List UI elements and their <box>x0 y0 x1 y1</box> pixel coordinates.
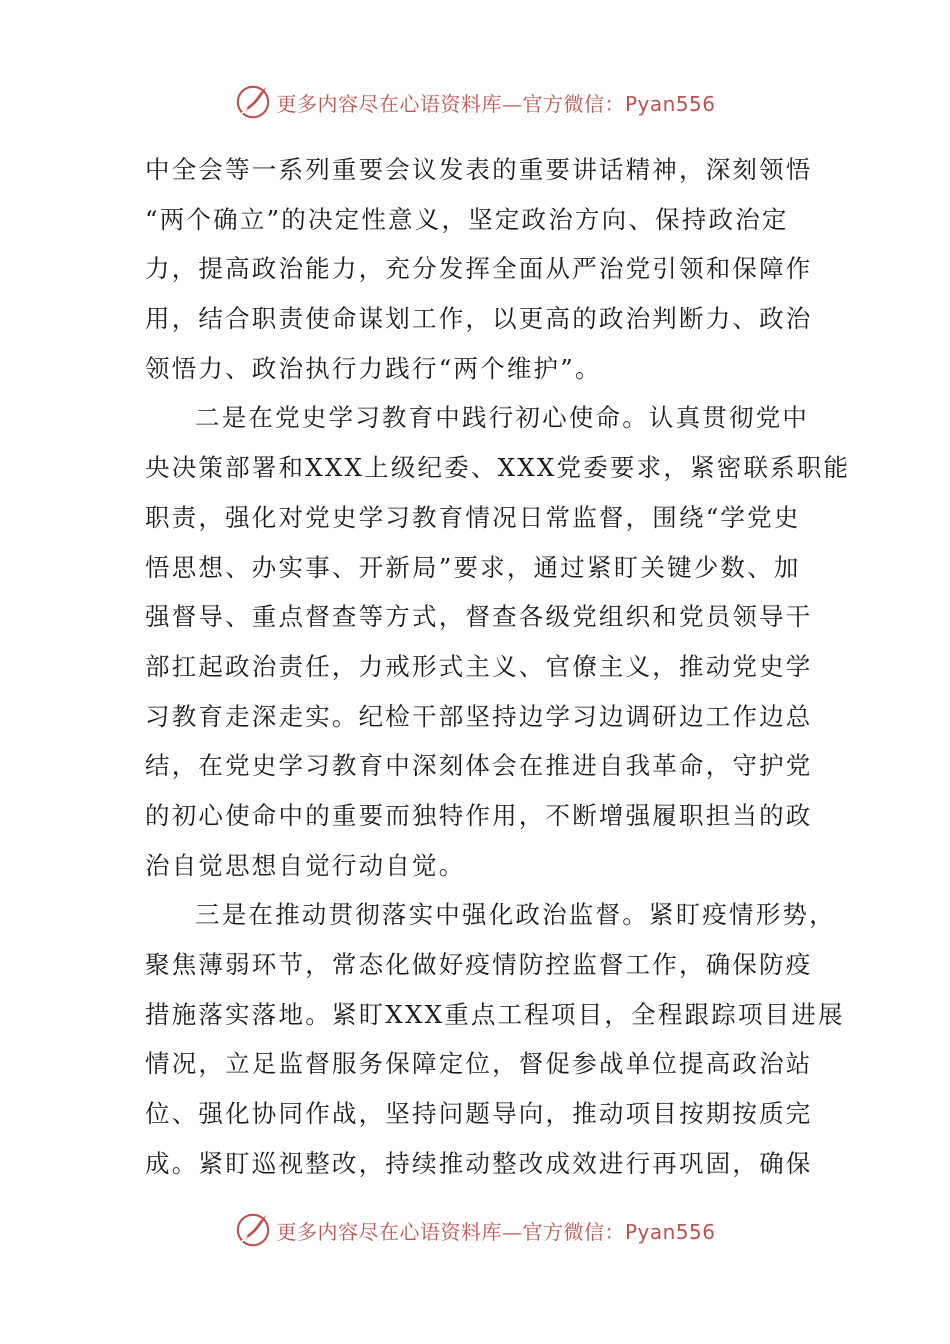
text-line: 成。紧盯巡视整改，持续推动整改成效进行再巩固，确保 <box>145 1148 813 1178</box>
text-line: 部扛起政治责任，力戒形式主义、官僚主义，推动党史学 <box>145 651 813 681</box>
document-body <box>145 145 851 1188</box>
watermark-text: 更多内容尽在心语资料库—官方微信：Pyan556 <box>276 1219 716 1244</box>
text-line: 三是在推动贯彻落实中强化政治监督。紧盯疫情形势， <box>195 900 836 930</box>
text-line: 领悟力、政治执行力践行“两个维护”。 <box>145 353 602 383</box>
text-line: 悟思想、办实事、开新局”要求，通过紧盯关键少数、加 <box>145 552 801 582</box>
text-line: 强督导、重点督查等方式，督查各级党组织和党员领导干 <box>145 602 813 632</box>
paragraph <box>145 890 845 1188</box>
quill-pen-logo-icon <box>234 83 272 121</box>
text-line: 治自觉思想自觉行动自觉。 <box>145 850 466 880</box>
text-line: 的初心使命中的重要而独特作用，不断增强履职担当的政 <box>145 800 813 830</box>
text-line: 措施落实落地。紧盯XXX重点工程项目，全程跟踪项目进展 <box>145 999 845 1029</box>
watermark-header <box>0 80 950 124</box>
text-line: 聚焦薄弱环节，常态化做好疫情防控监督工作，确保防疫 <box>145 950 813 979</box>
text-line: 力，提高政治能力，充分发挥全面从严治党引领和保障作 <box>145 254 813 284</box>
text-line: 中全会等一系列重要会议发表的重要讲话精神，深刻领悟 <box>145 155 813 184</box>
wechat-id: Pyan556 <box>624 91 716 116</box>
wechat-id: Pyan556 <box>624 1219 716 1244</box>
text-line: 情况，立足监督服务保障定位，督促参战单位提高政治站 <box>145 1049 813 1079</box>
text-line: 习教育走深走实。纪检干部坚持边学习边调研边工作边总 <box>145 701 813 731</box>
paragraph <box>145 145 825 393</box>
watermark-footer <box>0 1208 950 1252</box>
paragraph <box>145 393 851 890</box>
text-line: 职责，强化对党史学习教育情况日常监督，围绕“学党史 <box>145 502 801 532</box>
text-line: “两个确立”的决定性意义，坚定政治方向、保持政治定 <box>145 204 789 234</box>
text-line: 二是在党史学习教育中践行初心使命。认真贯彻党中 <box>195 403 810 433</box>
text-line: 央决策部署和XXX上级纪委、XXX党委要求，紧密联系职能 <box>145 453 851 483</box>
text-line: 位、强化协同作战，坚持问题导向，推动项目按期按质完 <box>145 1099 813 1129</box>
watermark-text: 更多内容尽在心语资料库—官方微信：Pyan556 <box>276 91 716 116</box>
quill-pen-logo-icon <box>234 1211 272 1249</box>
text-line: 用，结合职责使命谋划工作，以更高的政治判断力、政治 <box>145 304 813 334</box>
text-line: 结，在党史学习教育中深刻体会在推进自我革命，守护党 <box>145 751 813 781</box>
